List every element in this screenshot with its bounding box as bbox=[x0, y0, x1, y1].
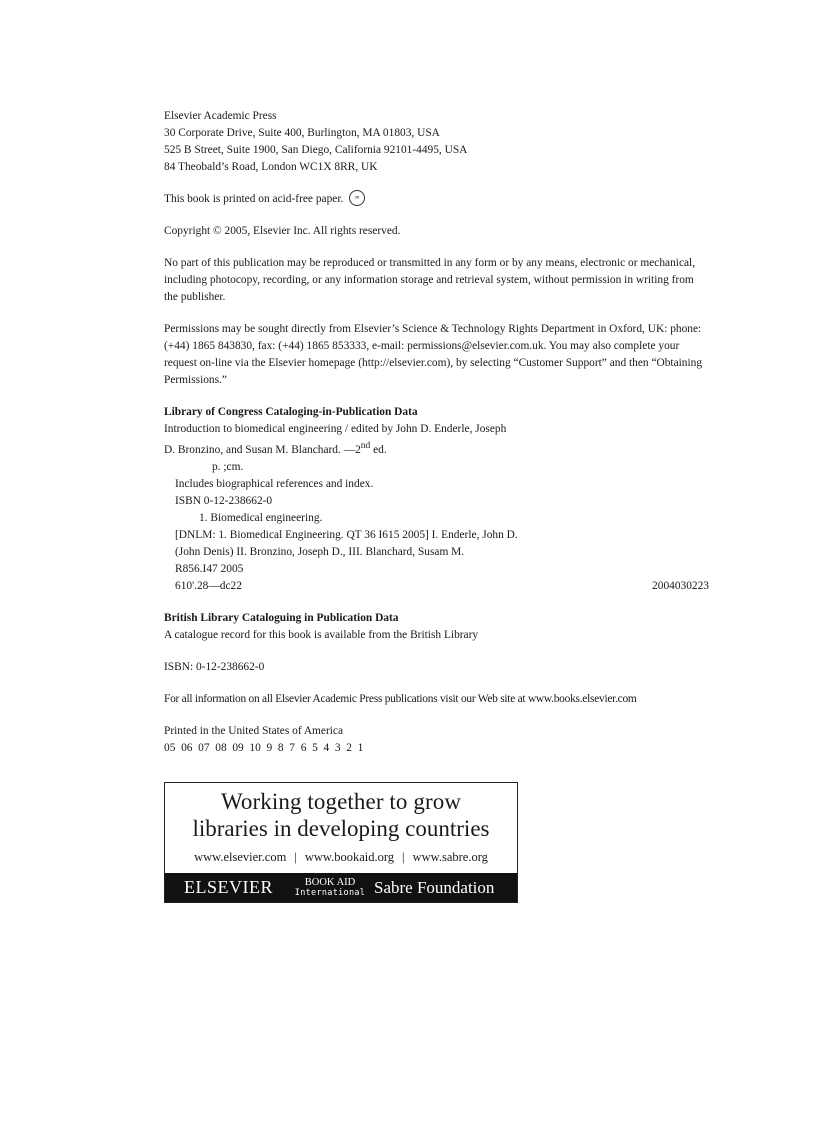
british-library-text: A catalogue record for this book is available from the British Library bbox=[164, 628, 479, 641]
acid-free-text: This book is printed on acid-free paper. bbox=[164, 193, 344, 205]
loc-pages: p. ;cm. bbox=[212, 460, 244, 473]
british-library-block bbox=[164, 610, 709, 644]
permissions-notice bbox=[164, 321, 709, 389]
banner-headline: libraries in developing countries bbox=[192, 816, 490, 841]
reproduction-text: No part of this publication may be reproduced or transmitted in any form or by any means, electronic or mechanical, including photocopy, recording, or any information storage and retrieval system, without permission in writing from the publisher. bbox=[164, 257, 696, 303]
book-aid-banner bbox=[164, 782, 518, 903]
loc-subject: 1. Biomedical engineering. bbox=[199, 511, 323, 524]
copyright-notice bbox=[164, 223, 709, 240]
publisher-name: Elsevier Academic Press bbox=[164, 110, 277, 122]
loc-includes: Includes biographical references and index. bbox=[175, 477, 374, 490]
link-sabre[interactable]: www.sabre.org bbox=[412, 850, 488, 864]
loc-title-line: Introduction to biomedical engineering / edited by John D. Enderle, Joseph bbox=[164, 423, 507, 435]
banner-text-area bbox=[165, 783, 517, 874]
isbn-block bbox=[164, 659, 709, 676]
loc-edition-text: ed. bbox=[370, 443, 387, 456]
book-aid-logo-bottom: International bbox=[294, 887, 366, 898]
sabre-foundation-logo: Sabre Foundation bbox=[374, 877, 495, 897]
acid-free-notice bbox=[164, 191, 709, 208]
elsevier-logo: ELSEVIER bbox=[184, 877, 273, 897]
print-line-numbers: 05 06 07 08 09 10 9 8 7 6 5 4 3 2 1 bbox=[164, 741, 364, 754]
info-line: For all information on all Elsevier Academic Press publications visit our Web site at www.books.elsevier.com bbox=[164, 692, 637, 705]
loc-cataloging-block bbox=[164, 404, 709, 595]
link-bookaid[interactable]: www.bookaid.org bbox=[304, 850, 395, 864]
printed-block bbox=[164, 723, 709, 757]
publisher-address: 84 Theobald’s Road, London WC1X 8RR, UK bbox=[164, 161, 378, 173]
loc-dewey: 610'.28—dc22 bbox=[175, 579, 242, 592]
publisher-block bbox=[164, 108, 709, 176]
banner-links bbox=[165, 848, 517, 866]
loc-dnlm-line: (John Denis) II. Bronzino, Joseph D., III. Blanchard, Susam M. bbox=[175, 545, 465, 558]
banner-logo-bar bbox=[165, 873, 517, 902]
loc-lccn: 2004030223 bbox=[652, 579, 709, 592]
banner-headline: Working together to grow bbox=[220, 789, 462, 814]
info-block bbox=[164, 691, 709, 708]
loc-isbn: ISBN 0-12-238662-0 bbox=[175, 494, 273, 507]
book-aid-logo-top: BOOK AID bbox=[304, 876, 356, 888]
loc-title-text: D. Bronzino, and Susan M. Blanchard. —2 bbox=[164, 443, 361, 456]
loc-call-number: R856.I47 2005 bbox=[175, 562, 244, 575]
loc-heading: Library of Congress Cataloging-in-Publication Data bbox=[164, 406, 418, 418]
edition-superscript: nd bbox=[360, 441, 371, 451]
british-library-heading: British Library Cataloguing in Publication Data bbox=[164, 611, 399, 624]
link-separator: | bbox=[402, 850, 405, 864]
link-separator: | bbox=[294, 850, 297, 864]
loc-classification-row bbox=[164, 578, 709, 595]
copyright-page bbox=[164, 108, 709, 772]
permissions-text: Permissions may be sought directly from Elsevier’s Science & Technology Rights Department in Oxford, UK: phone: (+44) 1865 843830, fax: (+44) 1865 853333, e-mail: permissions@elsevier.com.uk. You may also complete your request on-line via the Elsevier homepage (http://elsevier.com), by selecting “Customer Support” and then “Obtaining Permissions.” bbox=[164, 323, 703, 386]
isbn-line: ISBN: 0-12-238662-0 bbox=[164, 660, 265, 673]
copyright-text: Copyright © 2005, Elsevier Inc. All rights reserved. bbox=[164, 225, 401, 237]
printed-in-line: Printed in the United States of America bbox=[164, 724, 344, 737]
acid-free-paper-icon: ∞ bbox=[349, 190, 365, 206]
loc-title-line bbox=[164, 438, 709, 459]
publisher-address: 30 Corporate Drive, Suite 400, Burlington, MA 01803, USA bbox=[164, 127, 440, 139]
publisher-address: 525 B Street, Suite 1900, San Diego, California 92101-4495, USA bbox=[164, 144, 468, 156]
link-elsevier[interactable]: www.elsevier.com bbox=[194, 850, 287, 864]
book-aid-logo bbox=[290, 878, 370, 898]
loc-dnlm-line: [DNLM: 1. Biomedical Engineering. QT 36 I615 2005] I. Enderle, John D. bbox=[175, 528, 518, 541]
reproduction-notice bbox=[164, 255, 709, 306]
